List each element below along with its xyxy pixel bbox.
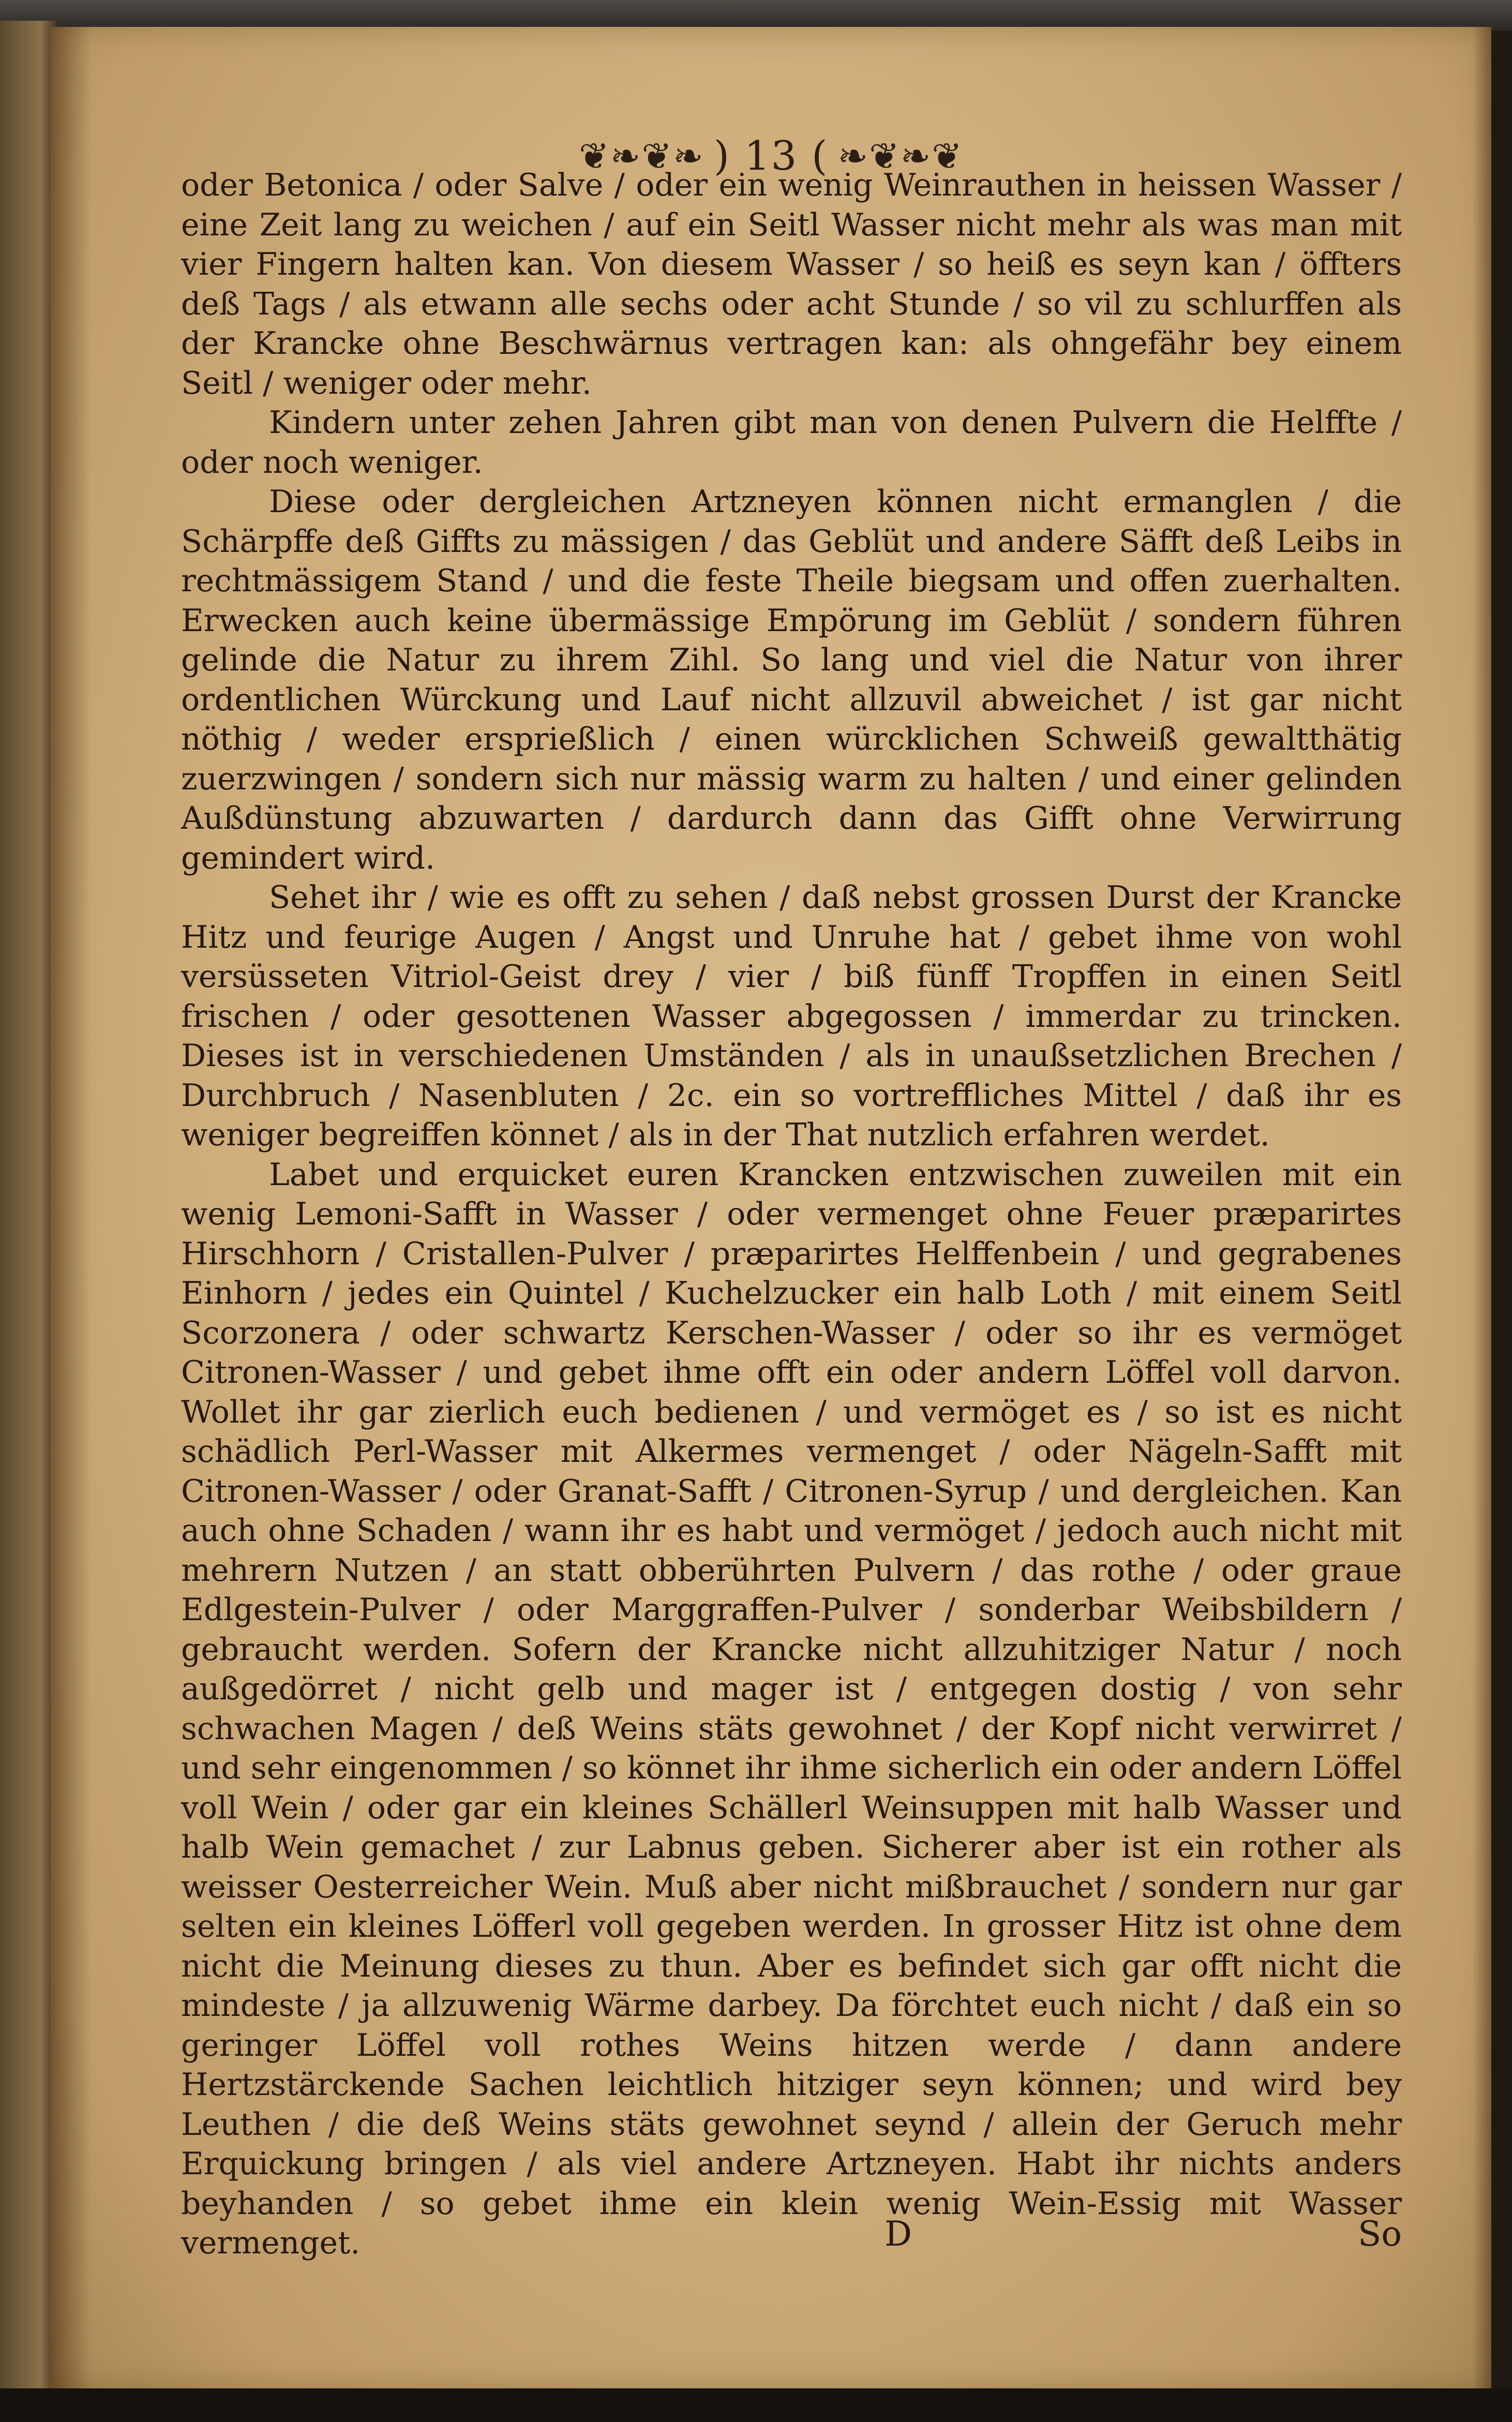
catchword: So: [1358, 2214, 1402, 2254]
scan-top-border: [0, 0, 1512, 31]
page-footer: [181, 2214, 1402, 2271]
paragraph-4: Sehet ihr / wie es offt zu sehen / daß nebst grossen Durst der Krancke Hitz und feurige Augen / Angst und Unruhe hat / gebet ihme von wohl versüsseten Vitriol-Geist drey / vier / biß fünff Tropffen in einen Seitl frischen / oder gesottenen Wasser abgegossen / immerdar zu trincken. Dieses ist in verschiedenen Umständen / als in unaußsetzlichen Brechen / Durchbruch / Nasenbluten / 2c. ein so vortreffliches Mittel / daß ihr es weniger begreiffen könnet / als in der That nutzlich erfahren werdet.: [181, 879, 1402, 1153]
gutter-shadow: [51, 27, 92, 2388]
scan-bottom-border: [0, 2388, 1512, 2422]
facing-page-edge: [0, 21, 58, 2422]
page-edge-shadow: [1473, 27, 1491, 2388]
paragraph-2: Kindern unter zehen Jahren gibt man von denen Pulvern die Helffte / oder noch weniger.: [181, 405, 1402, 481]
header-ornament-left: ❦❧❦❧: [579, 135, 705, 177]
paragraph-1: oder Betonica / oder Salve / oder ein wenig Weinrauthen in heissen Wasser / eine Zeit lang zu weichen / auf ein Seitl Wasser nicht mehr als was man mit vier Fingern halten kan. Von diesem Wasser / so heiß es seyn kan / öffters deß Tags / als etwann alle sechs oder acht Stunde / so vil zu schlurffen als der Krancke ohne Beschwärnus vertragen kan: als ohngefähr bey einem Seitl / weniger oder mehr.: [181, 167, 1402, 401]
paragraph-5: Labet und erquicket euren Krancken entzwischen zuweilen mit ein wenig Lemoni-Safft in Wasser / oder vermenget ohne Feuer præparirtes Hirschhorn / Cristallen-Pulver / præparirtes Helffenbein / und gegrabenes Einhorn / jedes ein Quintel / Kuchelzucker ein halb Loth / mit einem Seitl Scorzonera / oder schwartz Kerschen-Wasser / oder so ihr es vermöget Citronen-Wasser / und gebet ihme offt ein oder andern Löffel voll darvon. Wollet ihr gar zierlich euch bedienen / und vermöget es / so ist es nicht schädlich Perl-Wasser mit Alkermes vermenget / oder Nägeln-Safft mit Citronen-Wasser / oder Granat-Safft / Citronen-Syrup / und dergleichen. Kan auch ohne Schaden / wann ihr es habt und vermöget / jedoch auch nicht mit mehrern Nutzen / an statt obberührten Pulvern / das rothe / oder graue Edlgestein-Pulver / oder Marggraffen-Pulver / sonderbar Weibsbildern / gebraucht werden. Sofern der Krancke nicht allzuhitziger Natur / noch außgedörret / nicht gelb und mager ist / entgegen dostig / von sehr schwachen Magen / deß Weins stäts gewohnet / der Kopf nicht verwirret / und sehr eingenommen / so könnet ihr ihme sicherlich ein oder andern Löffel voll Wein / oder gar ein kleines Schällerl Weinsuppen mit halb Wasser und halb Wein gemachet / zur Labnus geben. Sicherer aber ist ein rother als weisser Oesterreicher Wein. Muß aber nicht mißbrauchet / sondern nur gar selten ein kleines Löfferl voll gegeben werden. In grosser Hitz ist ohne dem nicht die Meinung dieses zu thun. Aber es befindet sich gar offt nicht die mindeste / ja allzuwenig Wärme darbey. Da förchtet euch nicht / daß ein so geringer Löffel voll rothes Weins hitzen werde / dann andere Hertzstärckende Sachen leichtlich hitziger seyn können; und wird bey Leuthen / die deß Weins stäts gewohnet seynd / allein der Geruch mehr Erquickung bringen / als viel andere Artzneyen. Habt ihr nichts anders beyhanden / so gebet ihme ein klein wenig Wein-Essig mit Wasser vermenget.: [181, 1156, 1402, 2261]
paragraph-3: Diese oder dergleichen Artzneyen können nicht ermanglen / die Schärpffe deß Giffts zu mässigen / das Geblüt und andere Säfft deß Leibs in rechtmässigem Stand / und die feste Theile biegsam und offen zuerhalten. Erwecken auch keine übermässige Empörung im Geblüt / sondern führen gelinde die Natur zu ihrem Zihl. So lang und viel die Natur von ihrer ordentlichen Würckung und Lauf nicht allzuvil abweichet / ist gar nicht nöthig / weder ersprießlich / einen würcklichen Schweiß gewaltthätig zuerzwingen / sondern sich nur mässig warm zu halten / und einer gelinden Außdünstung abzuwarten / dardurch dann das Gifft ohne Verwirrung gemindert wird.: [181, 484, 1402, 876]
signature-mark: D: [885, 2214, 912, 2254]
page-number: ) 13 (: [713, 133, 829, 180]
body-text: [181, 166, 1402, 2263]
header-ornament-right: ❧❦❧❦: [837, 135, 963, 177]
